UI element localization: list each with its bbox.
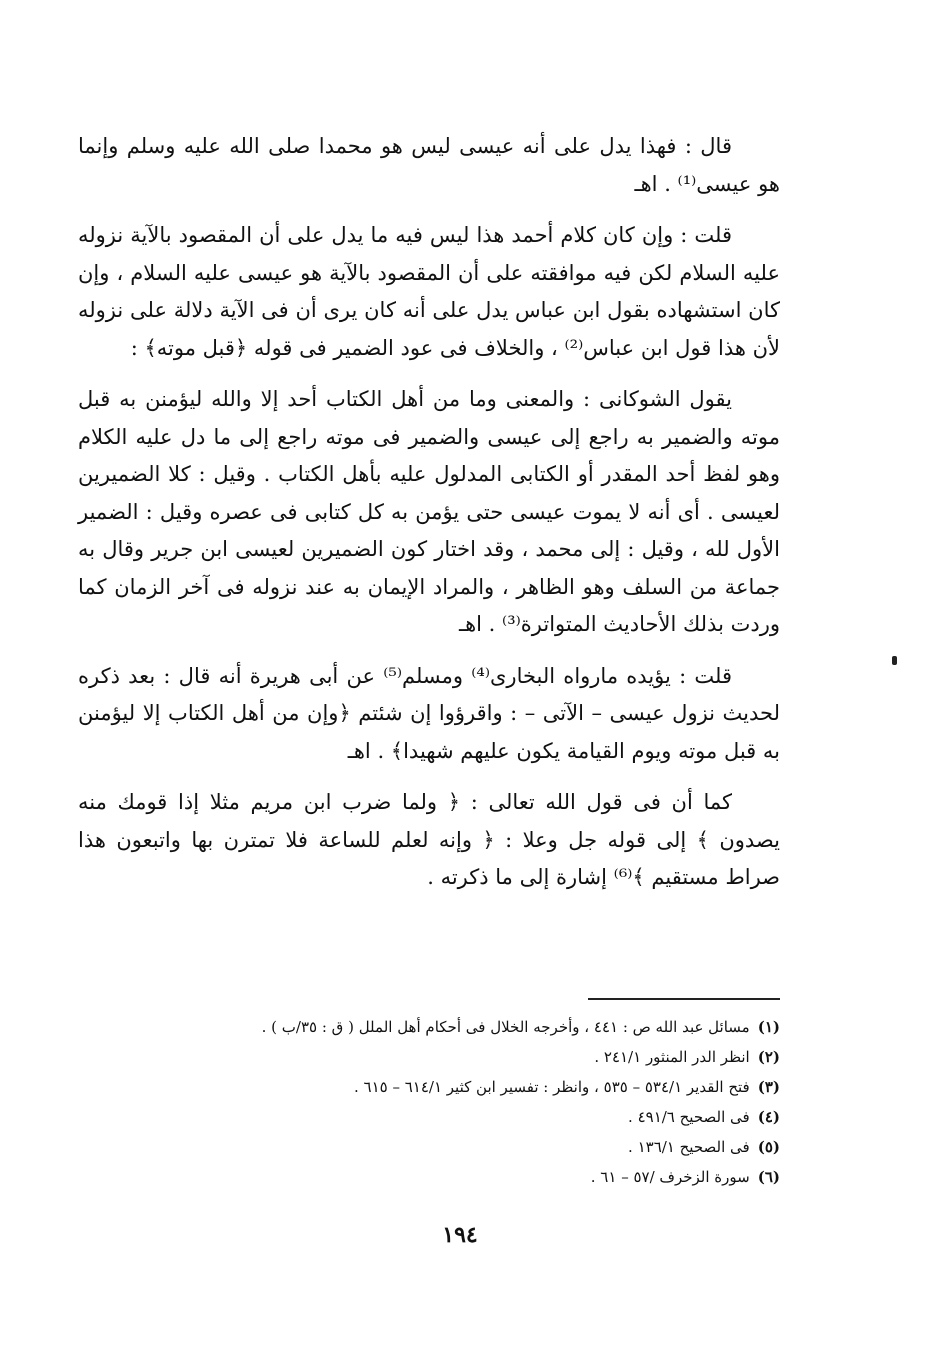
scan-edge-mark [892,656,897,665]
paragraph: قال : فهذا يدل على أنه عيسى ليس هو محمدا صلى الله عليه وسلم وإنما هو عيسى⁽¹⁾ . اهـ [78,134,780,196]
paragraph: قلت : وإن كان كلام أحمد هذا ليس فيه ما يدل على أن المقصود بالآية نزوله عليه السلام لكن فيه موافقته على أن المقصود بالآية هو عيسى عليه السلام ، وإن كان استشهاده بقول ابن عباس يدل على أنه كان يرى أن فى الآية دلالة على نزوله لأن هذا قول ابن عباس⁽²⁾ ، والخلاف فى عود الضمير فى قوله ﴿قبل موته﴾ : [78,223,780,360]
footnote-text: فى الصحيح ٤٩١/٦ . [628,1108,750,1126]
page-number: ١٩٤ [442,1222,478,1248]
footnote [120,1162,780,1192]
footnote-text: انظر الدر المنثور ٢٤١/١ . [594,1048,750,1066]
footnote-text: فى الصحيح ١٣٦/١ . [628,1138,750,1156]
paragraph: قلت : يؤيده مارواه البخارى⁽⁴⁾ ومسلم⁽⁵⁾ عن أبى هريرة أنه قال : بعد ذكره لحديث نزول عيسى – الآتى – : واقرؤوا إن شئتم ﴿وإن من أهل الكتاب إلا ليؤمنن به قبل موته ويوم القيامة يكون عليهم شهيدا﴾ . اهـ [78,663,780,763]
footnote [120,1012,780,1042]
main-text [78,128,780,911]
footnote-text: سورة الزخرف /٥٧ – ٦١ . [590,1168,750,1186]
paragraph: يقول الشوكانى : والمعنى وما من أهل الكتاب أحد إلا والله ليؤمنن به قبل موته والضمير به راجع إلى عيسى والضمير فى موته راجع إلى ما دل عليه الكلام وهو لفظ أحد المقدر أو الكتابى المدلول عليه بأهل الكتاب . وقيل : كلا الضميرين لعيسى . أى أنه لا يموت عيسى حتى يؤمن به كل كتابى فى عصره وقيل : الضمير الأول لله ، وقيل : إلى محمد ، وقد اختار كون الضميرين لعيسى ابن جرير وقال به جماعة من السلف وهو الظاهر ، والمراد الإيمان به عند نزوله فى آخر الزمان كما وردت بذلك الأحاديث المتواترة⁽³⁾ . اهـ [78,387,780,636]
footnote-number: (٤) [757,1108,780,1126]
footnote [120,1132,780,1162]
footnote-number: (٥) [757,1138,780,1156]
paragraph: كما أن فى قول الله تعالى : ﴿ ولما ضرب ابن مريم مثلا إذا قومك منه يصدون ﴾ إلى قوله جل وعلا : ﴿ وإنه لعلم للساعة فلا تمترن بها واتبعون هذا صراط مستقيم ﴾⁽⁶⁾ إشارة إلى ما ذكرته . [78,790,780,889]
footnotes [120,1012,780,1192]
footnote [120,1042,780,1072]
footnote-number: (١) [757,1018,780,1036]
footnote-number: (٦) [757,1168,780,1186]
footnote-number: (٢) [757,1048,780,1066]
footnote [120,1102,780,1132]
footnote-number: (٣) [757,1078,780,1096]
footnote [120,1072,780,1102]
footnote-text: فتح القدير ٥٣٤/١ – ٥٣٥ ، وانظر : تفسير ابن كثير ٦١٤/١ – ٦١٥ . [353,1078,750,1096]
footnote-text: مسائل عبد الله ص : ٤٤١ ، وأخرجه الخلال فى أحكام أهل الملل ( ق : ٣٥/ب ) . [261,1018,750,1036]
footnotes-divider [588,998,780,1000]
